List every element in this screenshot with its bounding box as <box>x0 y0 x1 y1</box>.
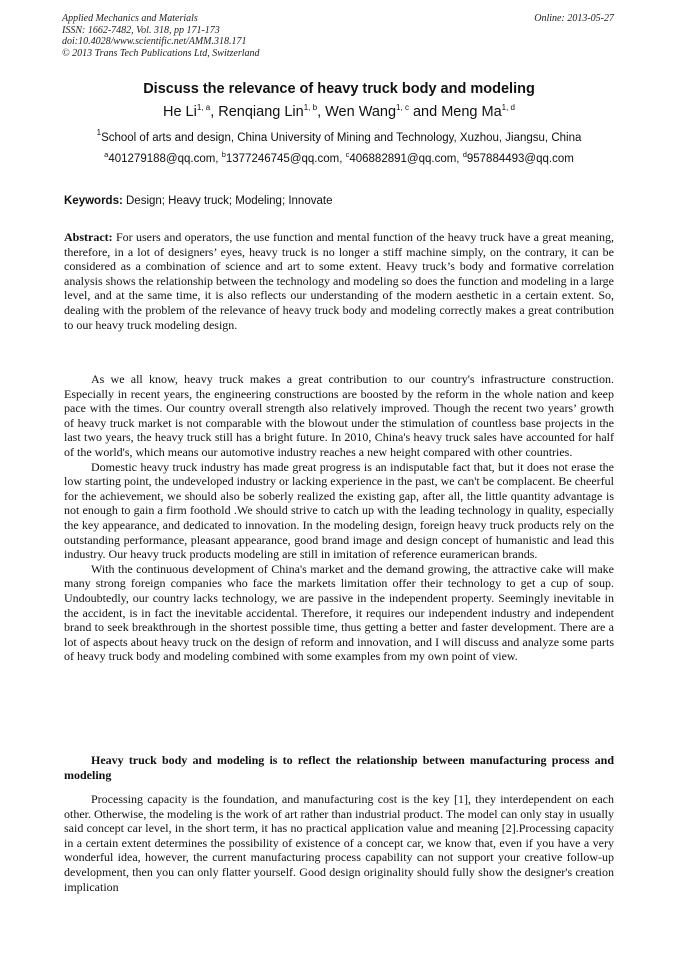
email-mark: d <box>462 150 467 159</box>
keywords-text: Design; Heavy truck; Modeling; Innovate <box>122 195 333 207</box>
author-affil-mark: 1, d <box>501 103 515 112</box>
email-list <box>0 152 678 167</box>
email-separator: , <box>215 153 222 165</box>
abstract-label: Abstract: <box>64 230 113 244</box>
author-separator: , <box>210 104 219 120</box>
issn-line: ISSN: 1662-7482, Vol. 318, pp 171-173 <box>62 24 220 36</box>
online-date: Online: 2013-05-27 <box>534 13 614 24</box>
author-separator: and <box>408 104 442 120</box>
introduction-body <box>64 372 614 664</box>
journal-name: Applied Mechanics and Materials <box>62 13 198 24</box>
email-address: 401279188@qq.com <box>108 153 216 165</box>
author-name: Meng Ma <box>441 104 502 120</box>
author-affil-mark: 1, b <box>303 103 318 112</box>
body-paragraph: Processing capacity is the foundation, and manufacturing cost is the key [1], they interdependent on each other. Otherwise, the modeling is the work of art rather than industrial product. The model can only stay in usually said concept car level, in the short term, it has no practical application value and meaning [2].Processing capacity in a certain extent determines the possibility of existence of a concept car, we know that, even if you have a very wonderful idea, however, the current manufacturing process capability can not support your creative follow-up development, then you can only flatter yourself. Good design originality should fully show the designer's creation implication <box>64 792 614 894</box>
copyright-line: © 2013 Trans Tech Publications Ltd, Switzerland <box>62 47 260 59</box>
keywords <box>64 194 332 209</box>
body-paragraph: With the continuous development of China's market and the demand growing, the attractive cake will make many strong foreign companies who face the markets limitation offer their technology to get a cup of soup. Undoubtedly, our country lacks technology, we are passive in the independent property. Seemingly inevitable in the accident, is in fact the inevitable accidental. Therefore, it requires our independent industry and independent brand to seek breakthrough in the shortest possible time, thus getting a better and faster development. There are a lot of aspects about heavy truck on the design of reform and innovation, and I will discuss and analyze some parts of heavy truck body and modeling combined with some examples from my own point of view. <box>64 561 614 664</box>
email-mark: c <box>345 150 350 159</box>
author-list <box>0 103 678 121</box>
author-name: He Li <box>162 104 197 120</box>
journal-metadata <box>62 13 260 59</box>
affiliation-mark: 1 <box>96 128 102 137</box>
author-affil-mark: 1, c <box>396 103 409 112</box>
email-separator: , <box>339 153 346 165</box>
keywords-label: Keywords: <box>64 195 123 207</box>
paper-title: Discuss the relevance of heavy truck body and modeling <box>143 81 535 97</box>
affiliation <box>0 128 678 146</box>
email-mark: b <box>221 150 226 159</box>
email-address: 1377246745@qq.com <box>225 153 340 165</box>
abstract-text: For users and operators, the use function and mental function of the heavy truck have a great meaning, therefore, in a lot of designers’ eyes, heavy truck is no longer a stiff machine simply, on the contrary, it can be considered as a combination of science and art to some extent. Heavy truck’s body and formative correlation analysis shows the relationship between the technology and modeling so does the function and modeling in a large level, and at the same time, it is also reflects our understanding of the modern aesthetic in a certain extent. So, dealing with the problem of the relevance of heavy truck body and modeling correctly makes a great contribution to our heavy truck modeling design. <box>64 230 614 332</box>
email-mark: a <box>104 150 109 159</box>
author-name: Wen Wang <box>325 104 397 120</box>
affiliation-text: School of arts and design, China University of Mining and Technology, Xuzhou, Jiangsu, China <box>101 132 582 144</box>
abstract <box>64 230 614 332</box>
body-paragraph: Domestic heavy truck industry has made great progress is an indisputable fact that, but it does not erase the low starting point, the undeveloped industry or lacking experience in the past, we can't be complacent. Be cheerful for the achievement, we should also be soberly realized the existing gap, after all, the little quantity advantage is not enough to gain a firm foothold .We should strive to catch up with the leading technology in quality, especially the key appearance, and dedicated to innovation. In the modeling design, foreign heavy truck products rely on the outstanding performance, pleasant appearance, good brand image and design concept of humanistic and lead this industry. Our heavy truck products modeling are still in imitation of reference euramerican brands. <box>64 459 614 562</box>
abstract-paragraph <box>64 230 614 332</box>
section-heading: Heavy truck body and modeling is to reflect the relationship between manufacturing process and modeling <box>64 753 614 782</box>
email-address: 957884493@qq.com <box>466 153 574 165</box>
author-name: Renqiang Lin <box>218 104 304 120</box>
body-paragraph: As we all know, heavy truck makes a great contribution to our country's infrastructure construction. Especially in recent years, the engineering constructions are boosted by the reform in the whole nation and keep pace with the times. Our country overall strength also relatively improved. Though the recent two years’ growth of heavy truck market is not comparable with the blowout under the stimulation of countless base projects in the last two years, the heavy truck still has a bright future. In 2010, China's heavy truck sales have accounted for half of the world's, which means our automotive industry reaches a new height compared with other countries. <box>64 372 614 459</box>
author-separator: , <box>317 104 326 120</box>
author-affil-mark: 1, a <box>196 103 211 112</box>
email-address: 406882891@qq.com <box>349 153 457 165</box>
doi-line: doi:10.4028/www.scientific.net/AMM.318.171 <box>62 36 247 47</box>
email-separator: , <box>456 153 463 165</box>
section-body <box>64 792 614 894</box>
